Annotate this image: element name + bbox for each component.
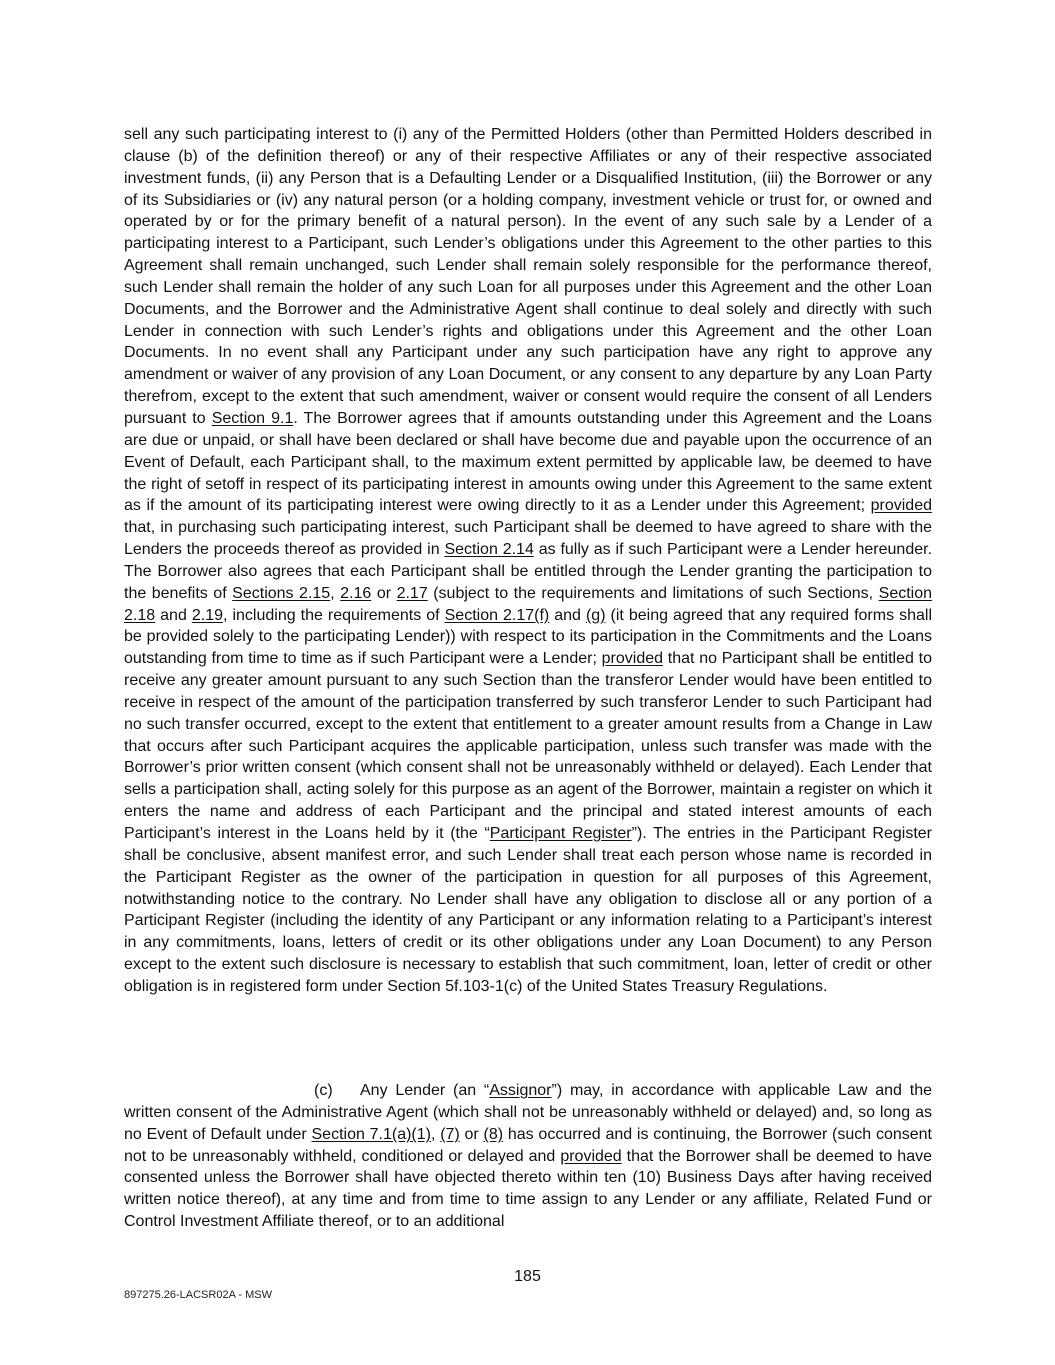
defined-term-participant-register: Participant Register	[489, 825, 632, 842]
defined-term-provided: provided	[601, 650, 664, 668]
defined-term-assignor: Assignor	[489, 1082, 552, 1099]
text-run: ,	[330, 584, 341, 602]
text-run: or	[371, 584, 397, 602]
text-run: as fully as if such Participant were a Lender hereunder. The Borrower also agrees that each Participant shall be entitled through the Lender granting the participation to the benefits of	[124, 541, 933, 602]
text-run: or	[459, 1125, 484, 1143]
text-run: Any Lender (an “	[360, 1082, 490, 1099]
section-reference: 2.19	[191, 606, 223, 624]
section-reference: 2.17	[396, 584, 428, 602]
clause-label: (c)	[314, 1082, 333, 1099]
section-reference: Section 7.1(a)(1)	[311, 1125, 431, 1143]
text-run: (subject to the requirements and limitations of such Sections,	[427, 584, 879, 602]
section-reference: Section 2.14	[444, 541, 534, 559]
paragraph-assignments	[124, 1080, 932, 1233]
text-run: that the Borrower shall be deemed to have consented unless the Borrower shall have objected thereto within ten (10) Business Days after having received written notice thereof), at any time and from time to time assign to any Lender or any affiliate, Related Fund or Control Investment Affiliate thereof, or to an additional	[124, 1147, 932, 1231]
section-reference: (g)	[585, 606, 606, 624]
text-run: ,	[430, 1125, 441, 1143]
text-run: , including the requirements of	[223, 606, 445, 624]
text-run: (it being agreed that any required forms shall be provided solely to the participating Lender)) with respect to its participation in the Commitments and the Loans outstanding from time to time as if such Participant were a Lender;	[124, 606, 932, 668]
text-run: ”). The entries in the Participant Register shall be conclusive, absent manifest error, and such Lender shall treat each person whose name is recorded in the Participant Register as the owner of the participation in question for all purposes of this Agreement, notwithstanding notice to the contrary. No Lender shall have any obligation to disclose all or any portion of a Participant Register (including the identity of any Participant or any information relating to a Participant’s interest in any commitments, loans, letters of credit or its other obligations under any Loan Document) to any Person except to the extent such disclosure is necessary to establish that such commitment, loan, letter of credit or other obligation is in registered form under Section 5f.103-1(c) of the United States Treasury Regulations.	[124, 825, 932, 995]
text-run: and	[155, 606, 192, 624]
section-reference: Section 9.1	[211, 409, 294, 427]
defined-term-provided: provided	[870, 497, 932, 515]
text-run: sell any such participating interest to (i) any of the Permitted Holders (other than Permitted Holders described in clause (b) of the definition thereof) or any of their respective Affiliates or any of their respective associated investment funds, (ii) any Person that is a Defaulting Lender or a Disqualified Institution, (iii) the Borrower or any of its Subsidiaries or (iv) any natural person (or a holding company, investment vehicle or trust for, or owned and operated by or for the primary benefit of a natural person). In the event of any such sale by a Lender of a participating interest to a Participant, such Lender’s obligations under this Agreement to the other parties to this Agreement shall remain unchanged, such Lender shall remain solely responsible for the performance thereof, such Lender shall remain the holder of any such Loan for all purposes under this Agreement and the other Loan Documents, and the Borrower and the Administrative Agent shall continue to deal solely and directly with such Lender in connection with such Lender’s rights and obligations under this Agreement and the other Loan Documents. In no event shall any Participant under any such participation have any right to approve any amendment or waiver of any provision of any Loan Document, or any consent to any departure by any Loan Party therefrom, except to the extent that such amendment, waiver or consent would require the consent of all Lenders pursuant to	[124, 126, 932, 427]
section-reference: Section 2.17(f)	[444, 606, 550, 624]
page-number: 185	[514, 1268, 541, 1285]
text-run: that no Participant shall be entitled to receive any greater amount pursuant to any such Section than the transferor Lender would have been entitled to receive in respect of the amount of the participation transferred by such transferor Lender to such Participant had no such transfer occurred, except to the extent that entitlement to a greater amount results from a Change in Law that occurs after such Participant acquires the applicable participation, unless such transfer was made with the Borrower’s prior written consent (which consent shall not be unreasonably withheld or delayed). Each Lender that sells a participation shall, acting solely for this purpose as an agent of the Borrower, maintain a register on which it enters the name and address of each Participant and the principal and stated interest amounts of each Participant’s interest in the Loans held by it (the “	[124, 650, 932, 842]
paragraph-participations	[124, 124, 932, 998]
text-run: that, in purchasing such participating interest, such Participant shall be deemed to have agreed to share with the Lenders the proceeds thereof as provided in	[124, 519, 932, 559]
section-reference: Section 2.18	[124, 584, 933, 624]
document-id: 897275.26-LACSR02A - MSW	[124, 1289, 272, 1301]
defined-term-provided: provided	[560, 1147, 622, 1165]
section-reference: 2.16	[340, 584, 372, 602]
text-run: . The Borrower agrees that if amounts outstanding under this Agreement and the Loans are due or unpaid, or shall have been declared or shall have become due and payable upon the occurrence of an Event of Default, each Participant shall, to the maximum extent permitted by applicable law, be deemed to have the right of setoff in respect of its participating interest in amounts owing under this Agreement to the same extent as if the amount of its participating interest were owing directly to it as a Lender under this Agreement;	[124, 409, 932, 515]
text-run: ”) may, in accordance with applicable Law and the written consent of the Administrative Agent (which shall not be unreasonably withheld or delayed) and, so long as no Event of Default under	[124, 1082, 933, 1143]
section-reference: (8)	[483, 1125, 504, 1143]
text-run: and	[549, 606, 586, 624]
section-reference: Sections 2.15	[232, 584, 331, 602]
section-reference: (7)	[440, 1125, 460, 1143]
text-run: has occurred and is continuing, the Borrower (such consent not to be unreasonably withheld, conditioned or delayed and	[124, 1125, 932, 1165]
